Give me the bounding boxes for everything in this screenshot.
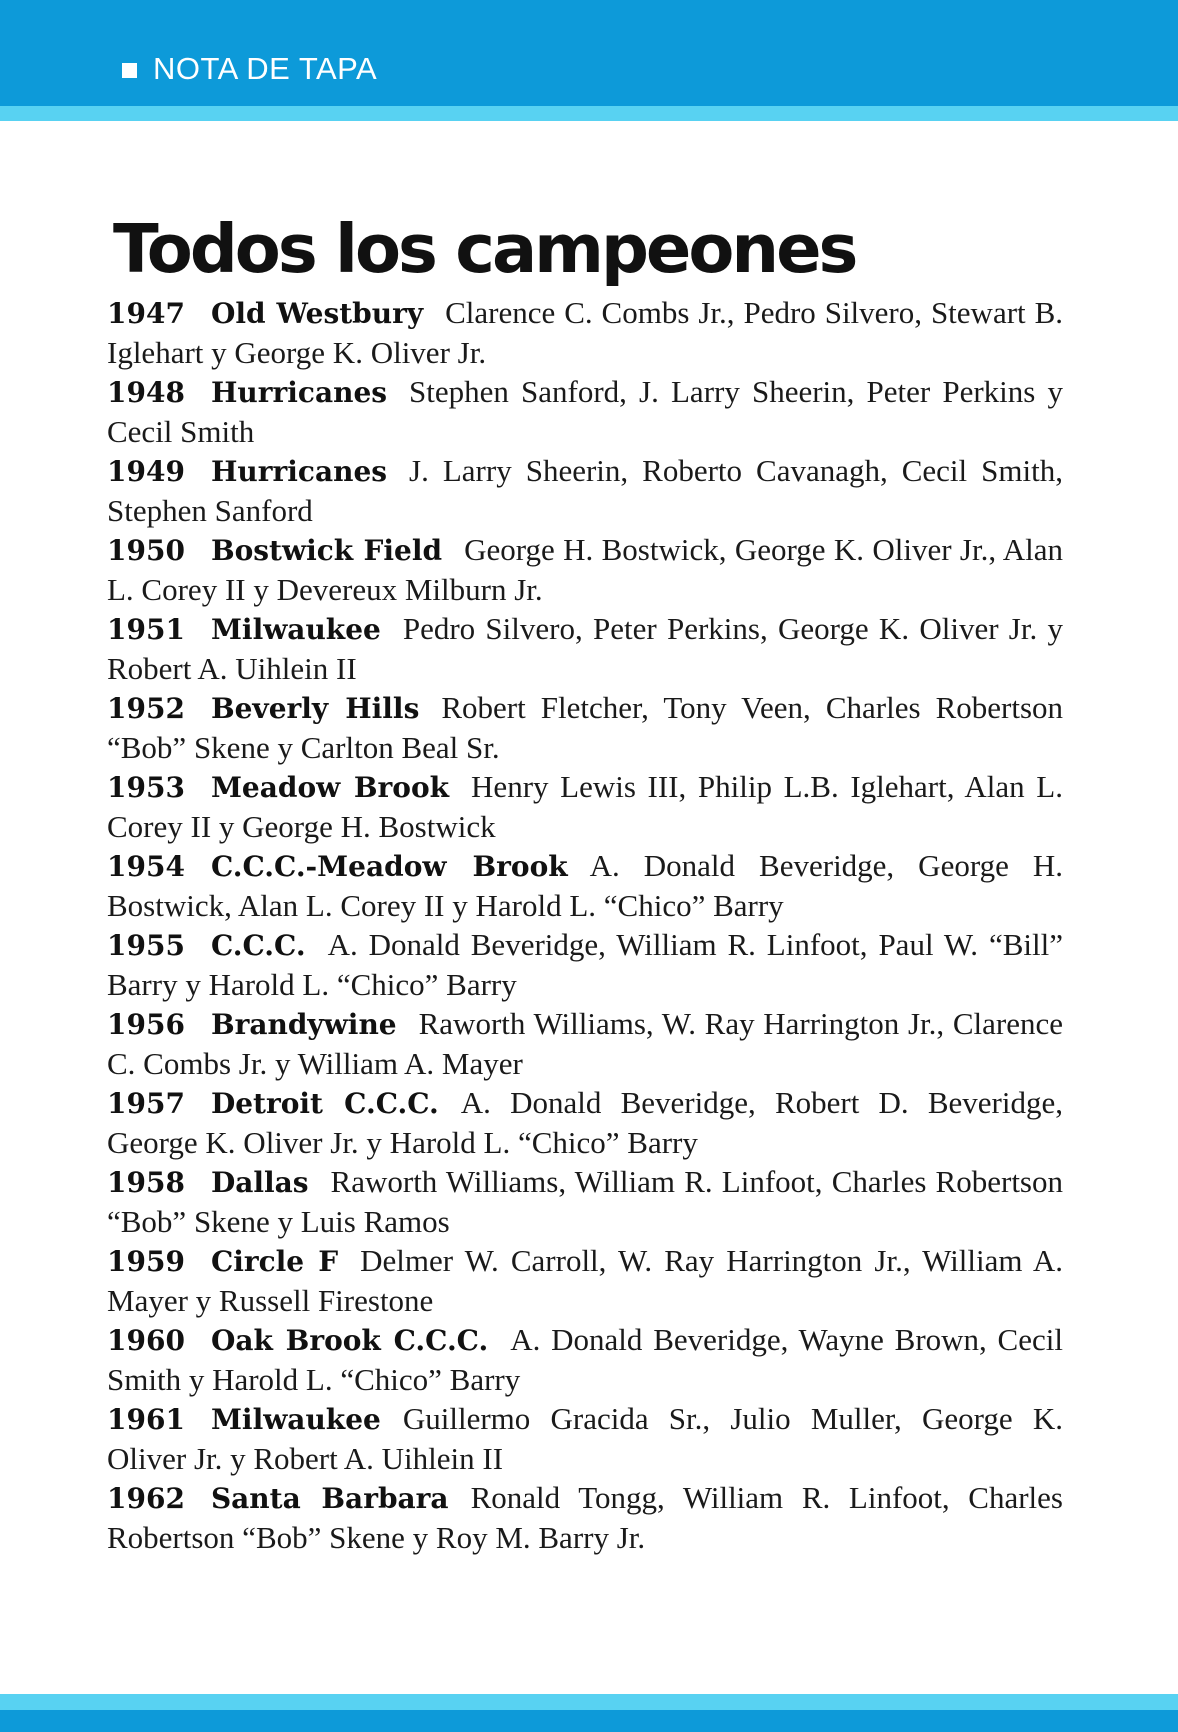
champion-year: 1958 bbox=[107, 1166, 185, 1199]
champion-entry bbox=[107, 1478, 1063, 1557]
champion-players: Pedro Silvero, Peter Perkins, George K. Oliver Jr. y Robert A. Uihlein II bbox=[107, 611, 1063, 686]
champion-entry bbox=[107, 1162, 1063, 1241]
champion-team: Milwaukee bbox=[210, 613, 381, 646]
champion-year: 1953 bbox=[107, 771, 185, 804]
champion-year: 1957 bbox=[107, 1087, 185, 1120]
champion-players: Delmer W. Carroll, W. Ray Harrington Jr., William A. Mayer y Russell Firestone bbox=[107, 1243, 1063, 1318]
footer-bar bbox=[0, 1710, 1178, 1732]
champion-players: Clarence C. Combs Jr., Pedro Silvero, Stewart B. Iglehart y George K. Oliver Jr. bbox=[107, 295, 1063, 370]
champion-year: 1950 bbox=[107, 534, 185, 567]
champion-entry bbox=[107, 609, 1063, 688]
champion-entry bbox=[107, 925, 1063, 1004]
champion-players: Raworth Williams, W. Ray Harrington Jr., Clarence C. Combs Jr. y William A. Mayer bbox=[107, 1006, 1063, 1081]
champion-players: George H. Bostwick, George K. Oliver Jr., Alan L. Corey II y Devereux Milburn Jr. bbox=[107, 532, 1063, 607]
champion-team: Milwaukee bbox=[210, 1403, 381, 1436]
champion-players: A. Donald Beveridge, George H. Bostwick, Alan L. Corey II y Harold L. “Chico” Barry bbox=[107, 848, 1063, 923]
champion-team: Circle F bbox=[210, 1245, 339, 1278]
champion-team: Hurricanes bbox=[210, 455, 388, 488]
section-header bbox=[0, 0, 1178, 106]
champion-year: 1962 bbox=[107, 1482, 185, 1515]
champion-entry bbox=[107, 293, 1063, 372]
champion-year: 1956 bbox=[107, 1008, 185, 1041]
champion-players: A. Donald Beveridge, Robert D. Beveridge, George K. Oliver Jr. y Harold L. “Chico” Barry bbox=[107, 1085, 1063, 1160]
champion-year: 1948 bbox=[107, 376, 185, 409]
footer-accent-stripe bbox=[0, 1694, 1178, 1710]
champion-team: Santa Barbara bbox=[210, 1482, 449, 1515]
champion-entry bbox=[107, 372, 1063, 451]
champion-entry bbox=[107, 530, 1063, 609]
champion-team: Old Westbury bbox=[210, 297, 424, 330]
champion-year: 1954 bbox=[107, 850, 185, 883]
champion-players: Stephen Sanford, J. Larry Sheerin, Peter Perkins y Cecil Smith bbox=[107, 374, 1063, 449]
section-label: NOTA DE TAPA bbox=[153, 51, 378, 86]
champion-players: Raworth Williams, William R. Linfoot, Charles Robertson “Bob” Skene y Luis Ramos bbox=[107, 1164, 1063, 1239]
champion-year: 1961 bbox=[107, 1403, 185, 1436]
champion-year: 1952 bbox=[107, 692, 185, 725]
champion-entry bbox=[107, 767, 1063, 846]
champion-team: Meadow Brook bbox=[210, 771, 450, 804]
champion-year: 1951 bbox=[107, 613, 185, 646]
champion-year: 1947 bbox=[107, 297, 185, 330]
champion-team: Dallas bbox=[210, 1166, 309, 1199]
champion-team: Bostwick Field bbox=[210, 534, 443, 567]
champion-team: C.C.C.-Meadow Brook bbox=[210, 850, 568, 883]
champion-players: J. Larry Sheerin, Roberto Cavanagh, Cecil Smith, Stephen Sanford bbox=[107, 453, 1063, 528]
champions-list bbox=[107, 293, 1063, 1557]
champion-team: Oak Brook C.C.C. bbox=[210, 1324, 489, 1357]
champion-players: Ronald Tongg, William R. Linfoot, Charles Robertson “Bob” Skene y Roy M. Barry Jr. bbox=[107, 1480, 1063, 1555]
champion-year: 1959 bbox=[107, 1245, 185, 1278]
champion-entry bbox=[107, 1241, 1063, 1320]
header-accent-stripe bbox=[0, 106, 1178, 121]
champion-players: Henry Lewis III, Philip L.B. Iglehart, Alan L. Corey II y George H. Bostwick bbox=[107, 769, 1063, 844]
champion-team: Beverly Hills bbox=[210, 692, 420, 725]
champion-players: Robert Fletcher, Tony Veen, Charles Robertson “Bob” Skene y Carlton Beal Sr. bbox=[107, 690, 1064, 765]
champion-entry bbox=[107, 1399, 1063, 1478]
champion-team: Brandywine bbox=[210, 1008, 397, 1041]
champion-entry bbox=[107, 846, 1063, 925]
champion-year: 1955 bbox=[107, 929, 185, 962]
champion-players: A. Donald Beveridge, Wayne Brown, Cecil Smith y Harold L. “Chico” Barry bbox=[107, 1322, 1063, 1397]
champion-entry bbox=[107, 451, 1063, 530]
champion-team: Hurricanes bbox=[210, 376, 388, 409]
champion-players: A. Donald Beveridge, William R. Linfoot, Paul W. “Bill” Barry y Harold L. “Chico” Barry bbox=[107, 927, 1063, 1002]
champion-players: Guillermo Gracida Sr., Julio Muller, George K. Oliver Jr. y Robert A. Uihlein II bbox=[107, 1401, 1063, 1476]
champion-entry bbox=[107, 1004, 1063, 1083]
bullet-square-icon bbox=[122, 63, 137, 78]
champion-entry bbox=[107, 1320, 1063, 1399]
champion-team: C.C.C. bbox=[210, 929, 306, 962]
champion-team: Detroit C.C.C. bbox=[210, 1087, 439, 1120]
champion-entry bbox=[107, 688, 1063, 767]
champion-year: 1960 bbox=[107, 1324, 185, 1357]
page-title: Todos los campeones bbox=[113, 210, 856, 288]
champion-year: 1949 bbox=[107, 455, 185, 488]
champion-entry bbox=[107, 1083, 1063, 1162]
